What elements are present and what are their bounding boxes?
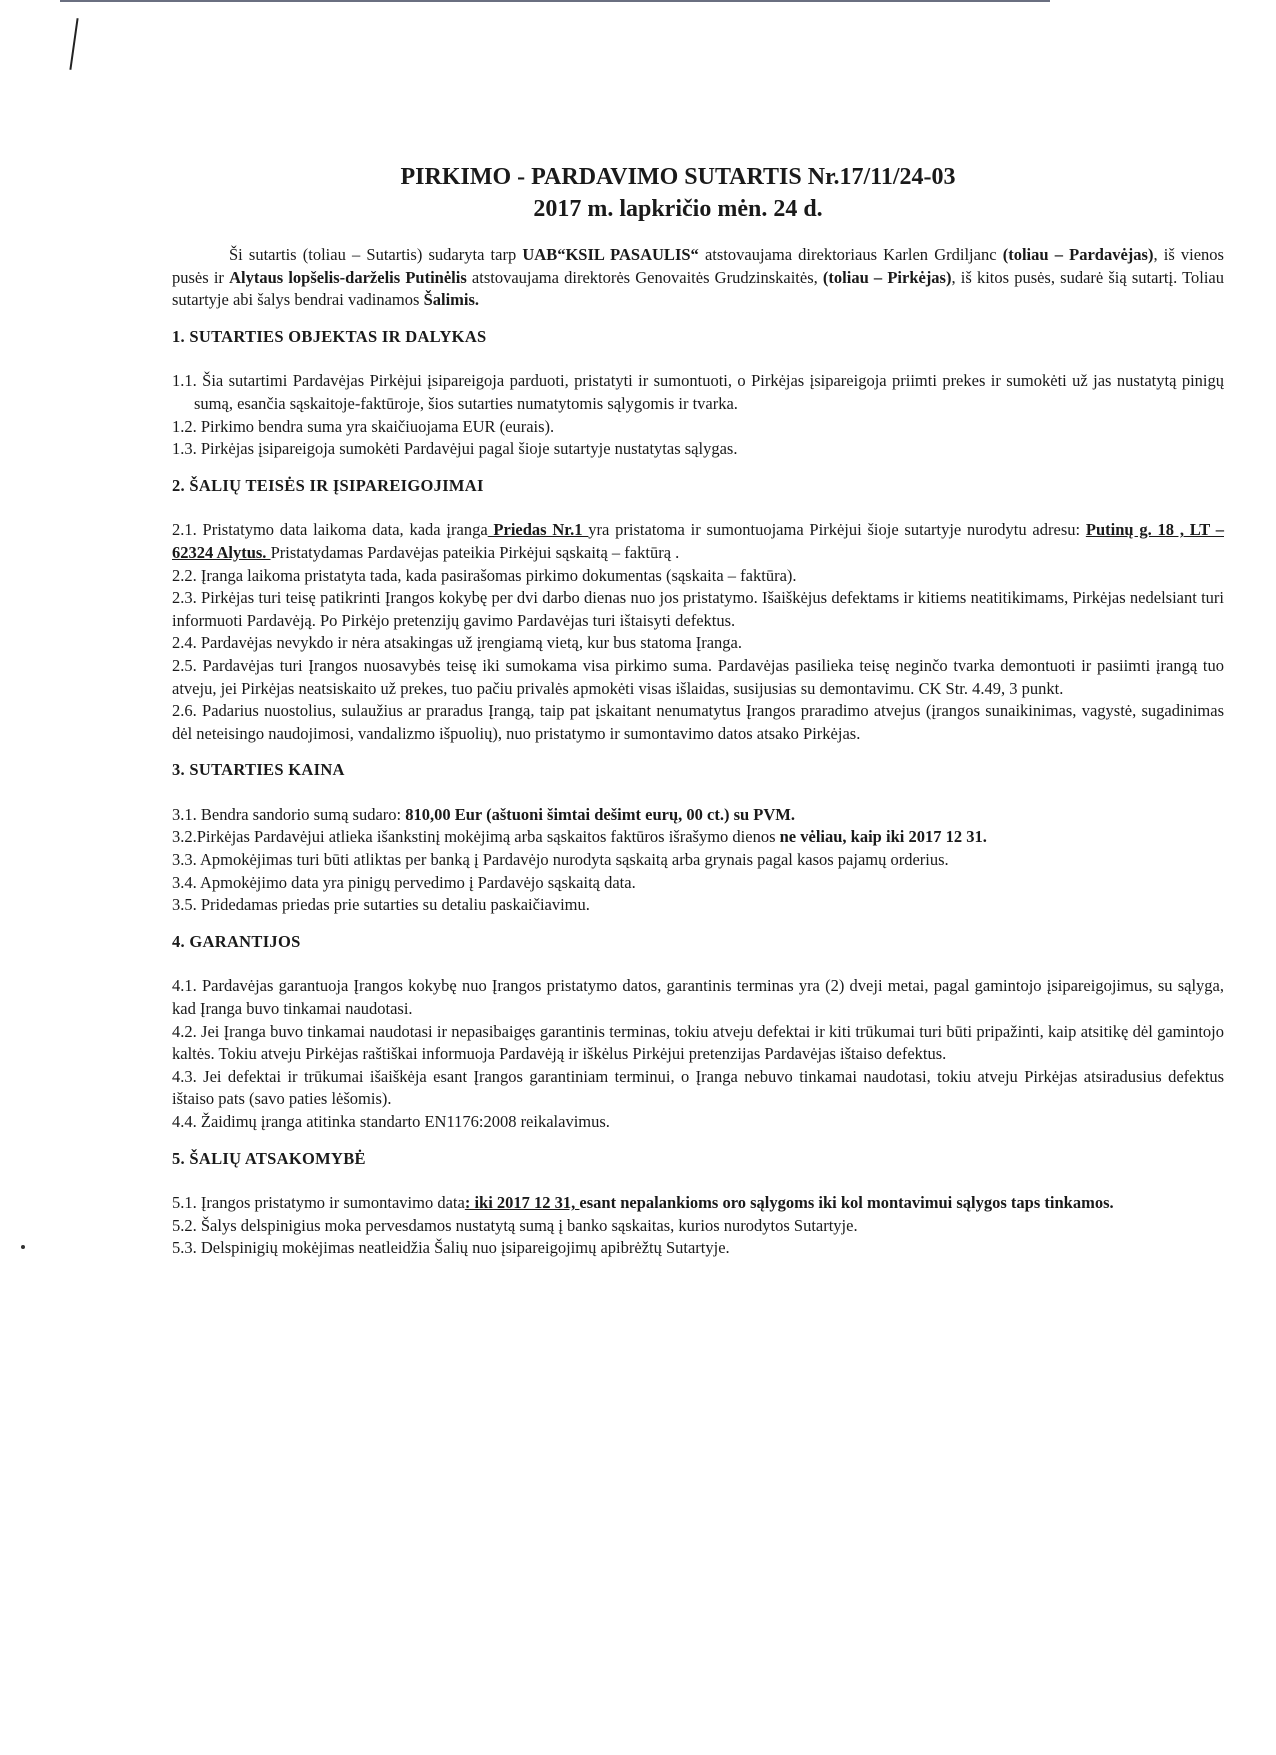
clause: 3.3. Apmokėjimas turi būti atliktas per banką į Pardavėjo nurodyta sąskaitą arba grynais pagal kasos pajamų orderius. bbox=[172, 850, 949, 870]
intro-paragraph bbox=[172, 244, 1224, 312]
clause: 3.5. Pridedamas priedas prie sutarties su detaliu paskaičiavimu. bbox=[172, 895, 590, 915]
clause bbox=[172, 1192, 1224, 1215]
clause: 1.3. Pirkėjas įsipareigoja sumokėti Pardavėjui pagal šioje sutartyje nustatytas sąlygas. bbox=[172, 439, 738, 459]
pen-mark bbox=[69, 18, 78, 70]
buyer-alias: (toliau – Pirkėjas) bbox=[822, 267, 952, 287]
delivery-address: Putinų g. 18 , LT – 62324 Alytus. bbox=[172, 520, 1224, 562]
clause-text: yra pristatoma ir sumontuojama Pirkėjui šioje sutartyje nurodytu adresu: bbox=[588, 520, 1086, 540]
intro-text: , iš vienos pusės ir bbox=[172, 245, 1224, 287]
clause: 2.3. Pirkėjas turi teisę patikrinti Įrangos kokybę per dvi darbo dienas nuo jos pristatymo. Išaiškėjus defektams ir kitiems neatitikimams, Pirkėjas nedelsiant turi informuoti Pardavėją. Po Pirkėjo pretenzijų gavimo Pardavėjas turi ištaisyti defektus. bbox=[172, 588, 1224, 630]
buyer-name: Alytaus lopšelis-darželis Putinėlis bbox=[229, 267, 467, 287]
section-heading: 1. SUTARTIES OBJEKTAS IR DALYKAS bbox=[172, 326, 487, 346]
intro-text: atstovaujama direktoriaus Karlen Grdiljanc bbox=[698, 245, 1003, 264]
clause: 3.4. Apmokėjimo data yra pinigų pervedimo į Pardavėjo sąskaitą data. bbox=[172, 872, 636, 892]
total-amount: 810,00 Eur (aštuoni šimtai dešimt eurų, 00 ct.) su PVM. bbox=[405, 804, 795, 824]
intro-text: atstovaujama direktorės Genovaitės Grudzinskaitės, bbox=[466, 267, 823, 287]
clause: 4.2. Jei Įranga buvo tinkamai naudotasi ir nepasibaigęs garantinis terminas, tokiu atveju defektai ir kiti trūkumai turi būti pripažinti, kaip atsitikę dėl gamintojo kaltės. Tokiu atveju Pirkėjas raštiškai informuoja Pardavėją ir iškėlus Pirkėjui pretenzijas Pardavėjas ištaiso defektus. bbox=[172, 1021, 1224, 1064]
clause bbox=[172, 804, 1224, 827]
clause: 2.6. Padarius nuostolius, sulaužius ar praradus Įrangą, taip pat įskaitant nenumatytus Įrangos praradimo atvejus (įrangos sunaikinimas, vagystė, sugadinimas dėl neteisingo naudojimosi, vandalizmo išpuolių), nuo pristatymo ir sumontavimo datos atsako Pirkėjas. bbox=[172, 701, 1224, 743]
clause: 4.1. Pardavėjas garantuoja Įrangos kokybę nuo Įrangos pristatymo datos, garantinis terminas yra (2) dveji metai, pagal gamintojo įsipareigojimus, su sąlyga, kad Įranga buvo tinkamai naudotasi. bbox=[172, 976, 1224, 1019]
clause-text: 5.1. Įrangos pristatymo ir sumontavimo data bbox=[172, 1193, 465, 1213]
clause bbox=[172, 826, 1224, 849]
section-1 bbox=[172, 326, 1224, 461]
intro-text: , iš kitos pusės, sudarė šią sutartį. Toliau sutartyje abi šalys bendrai vadinamos bbox=[172, 267, 1225, 310]
section-heading: 2. ŠALIŲ TEISĖS IR ĮSIPAREIGOJIMAI bbox=[172, 475, 484, 495]
contract-date: 2017 m. lapkričio mėn. 24 d. bbox=[533, 196, 823, 222]
annex-reference: Priedas Nr.1 bbox=[487, 520, 589, 540]
clause-text: Pristatydamas Pardavėjas pateikia Pirkėjui sąskaitą – faktūrą . bbox=[270, 542, 680, 562]
section-2 bbox=[172, 475, 1224, 746]
clause: 2.4. Pardavėjas nevykdo ir nėra atsakingas už įrengiamą vietą, kur bus statoma Įranga. bbox=[172, 633, 742, 653]
clause: 5.3. Delspinigių mokėjimas neatleidžia Šalių nuo įsipareigojimų apibrėžtų Sutartyje. bbox=[172, 1238, 730, 1258]
clause bbox=[172, 519, 1224, 564]
clause-text: 3.1. Bendra sandorio sumą sudaro: bbox=[172, 804, 406, 824]
section-heading: 3. SUTARTIES KAINA bbox=[172, 760, 345, 780]
clause: 1.1. Šia sutartimi Pardavėjas Pirkėjui įsipareigoja parduoti, pristatyti ir sumontuoti, o Pirkėjas įsipareigoja priimti prekes ir sumokėti už jas nustatytą pinigų sumą, esančia sąskaitoje-faktūroje, šios sutarties numatytomis sąlygomis ir tvarka. bbox=[172, 371, 1224, 413]
contract-body bbox=[172, 244, 1224, 1274]
section-4 bbox=[172, 931, 1224, 1134]
seller-name: UAB“KSIL PASAULIS“ bbox=[522, 245, 699, 264]
clause: 4.4. Žaidimų įranga atitinka standarto EN1176:2008 reikalavimus. bbox=[172, 1112, 610, 1131]
section-5 bbox=[172, 1148, 1224, 1260]
payment-deadline: ne vėliau, kaip iki 2017 12 31. bbox=[779, 827, 987, 847]
section-3 bbox=[172, 759, 1224, 917]
clause: 5.2. Šalys delspinigius moka pervesdamos nustatytą sumą į banko sąskaitas, kurios nurodytos Sutartyje. bbox=[172, 1215, 858, 1235]
intro-text: Ši sutartis (toliau – Sutartis) sudaryta tarp bbox=[229, 245, 523, 264]
clause-text: 3.2.Pirkėjas Pardavėjui atlieka išankstinį mokėjimą arba sąskaitos faktūros išrašymo dienos bbox=[172, 827, 780, 847]
scan-top-edge bbox=[60, 0, 1050, 2]
clause: 2.5. Pardavėjas turi Įrangos nuosavybės teisę iki sumokama visa pirkimo suma. Pardavėjas pasilieka teisę neginčo tvarka demontuoti ir pasiimti įrangą tuo atveju, jei Pirkėjas neatsiskaito už prekes, tuo pačiu privalės apmokėti visas išlaidas, susijusias su demontavimu. CK Str. 4.49, 3 punkt. bbox=[172, 655, 1224, 698]
section-heading: 5. ŠALIŲ ATSAKOMYBĖ bbox=[172, 1148, 366, 1168]
section-heading: 4. GARANTIJOS bbox=[172, 931, 301, 951]
delivery-deadline: : iki 2017 12 31, bbox=[464, 1193, 580, 1213]
clause: 2.2. Įranga laikoma pristatyta tada, kada pasirašomas pirkimo dokumentas (sąskaita – faktūra). bbox=[172, 565, 797, 585]
clause-bold-text: esant nepalankioms oro sąlygoms iki kol montavimui sąlygos taps tinkamos. bbox=[579, 1193, 1114, 1213]
clause: 4.3. Jei defektai ir trūkumai išaiškėja esant Įrangos garantiniam terminui, o Įranga nebuvo tinkamai naudotasi, tokiu atveju Pirkėjas atsiradusius defektus ištaiso pats (savo paties lėšomis). bbox=[172, 1066, 1224, 1109]
clause: 1.2. Pirkimo bendra suma yra skaičiuojama EUR (eurais). bbox=[172, 416, 555, 436]
clause-text: 2.1. Pristatymo data laikoma data, kada įranga bbox=[172, 520, 488, 540]
contract-title: PIRKIMO - PARDAVIMO SUTARTIS Nr.17/11/24-03 bbox=[400, 164, 956, 190]
scan-speck bbox=[21, 1245, 25, 1249]
parties-term: Šalimis. bbox=[423, 290, 480, 310]
seller-alias: (toliau – Pardavėjas) bbox=[1002, 245, 1154, 264]
